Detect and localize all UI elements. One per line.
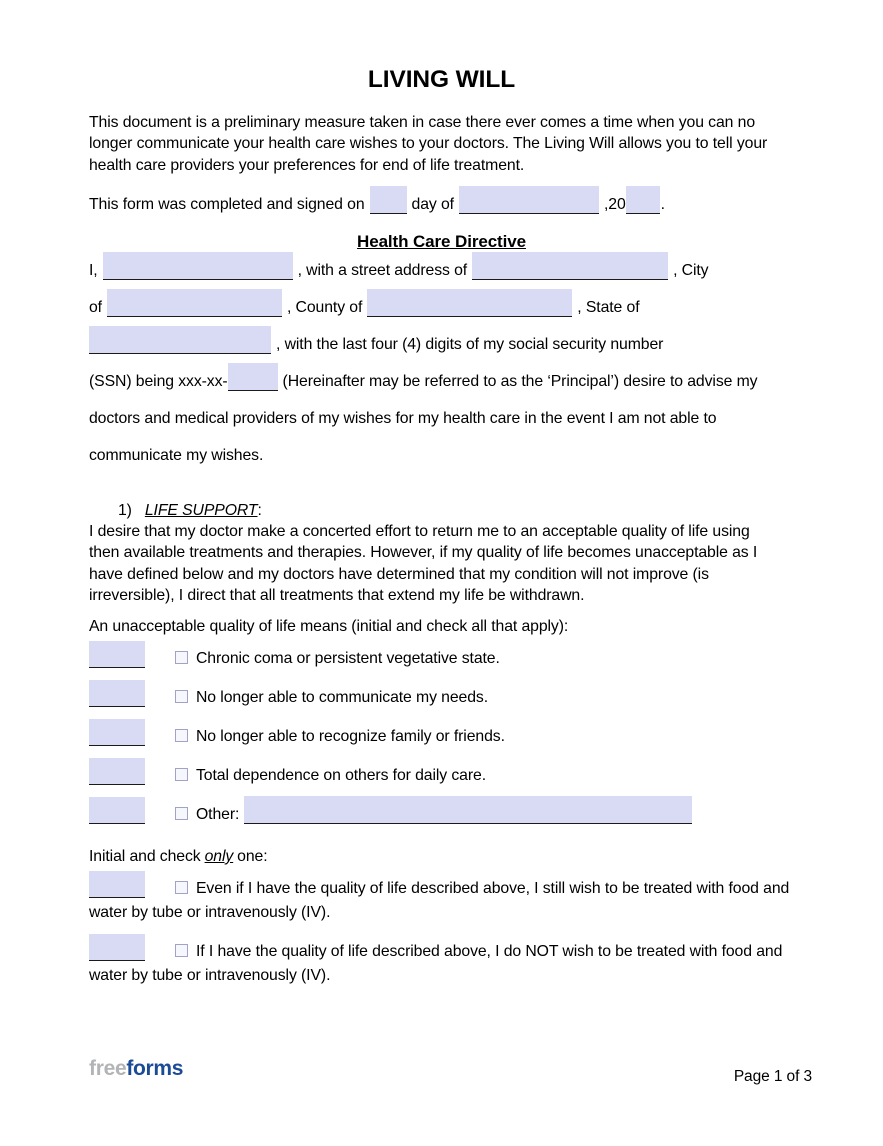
option-label: Other: [196,806,240,824]
directive-line-4 [89,363,794,400]
month-field[interactable] [459,186,599,214]
directive-line-1 [89,252,794,289]
option-text: Even if I have the quality of life described above, I still wish to be treated with food and [196,880,790,898]
section-heading-health-care-directive: Health Care Directive [357,232,526,252]
exclusive-option-line-1 [89,871,794,902]
i-comma-text: I, [89,262,98,280]
state-label: , State of [577,299,640,317]
exclusive-option-line-2: water by tube or intravenously (IV). [89,967,331,985]
initial-field-recognize-family[interactable] [89,719,145,746]
state-field[interactable] [89,326,271,354]
checklist-row-communicate-needs [89,678,794,717]
checkbox-total-dependence[interactable] [175,768,188,781]
initial-field-chronic-coma[interactable] [89,641,145,668]
period-text: . [660,196,665,214]
section-number: 1) [118,502,132,520]
city-field[interactable] [107,289,282,317]
other-description-field[interactable] [244,796,692,824]
only-word: only [204,848,234,866]
only-prompt-pre: Initial and check [89,848,201,866]
county-label: , County of [286,299,363,317]
county-field[interactable] [367,289,572,317]
street-address-field[interactable] [472,252,668,280]
ssn-intro-text: , with the last four (4) digits of my social security number [276,336,664,354]
section-colon: : [257,502,262,520]
year-field[interactable] [626,186,660,214]
exclusive-option-feed-tube-yes [89,871,794,924]
directive-text: doctors and medical providers of my wishes for my health care in the event I am not able to [89,410,717,428]
checkbox-recognize-family[interactable] [175,729,188,742]
body-line: I desire that my doctor make a concerted effort to return me to an acceptable quality of life using [89,523,750,541]
directive-text: communicate my wishes. [89,447,264,465]
city-label: , City [673,262,709,280]
principal-name-field[interactable] [103,252,293,280]
intro-line: This document is a preliminary measure taken in case there ever comes a time when you can no [89,114,756,131]
apply-all-prompt: An unacceptable quality of life means (initial and check all that apply): [89,618,569,636]
day-of-text: day of [411,196,454,214]
directive-line-3 [89,326,794,363]
initial-field-other[interactable] [89,797,145,824]
signed-date-text: This form was completed and signed on [89,196,365,214]
initial-field-feed-tube-yes[interactable] [89,871,145,898]
day-field[interactable] [370,186,407,214]
directive-line-2 [89,289,794,326]
body-line: then available treatments and therapies. However, if my quality of life becomes unacceptable as I [89,544,758,562]
signed-date-line [89,186,794,218]
of-text: of [89,299,102,317]
ssn-last4-field[interactable] [228,363,278,391]
street-address-label: , with a street address of [297,262,468,280]
body-line: have defined below and my doctors have determined that my condition will not improve (is [89,565,709,583]
option-label: Chronic coma or persistent vegetative state. [196,650,500,668]
initial-field-total-dependence[interactable] [89,758,145,785]
checklist-row-total-dependence [89,756,794,795]
year-prefix-text: ,20 [603,196,626,214]
option-label: Total dependence on others for daily care. [196,767,486,785]
checkbox-other[interactable] [175,807,188,820]
intro-line: health care providers your preferences for end of life treatment. [89,156,525,174]
exclusive-option-line-2: water by tube or intravenously (IV). [89,904,331,922]
checkbox-feed-tube-no[interactable] [175,944,188,957]
checkbox-feed-tube-yes[interactable] [175,881,188,894]
exclusive-option-line-1 [89,934,794,965]
initial-field-communicate-needs[interactable] [89,680,145,707]
logo-free-text: free [89,1057,127,1080]
checkbox-chronic-coma[interactable] [175,651,188,664]
exclusive-option-feed-tube-no [89,934,794,987]
page-title: LIVING WILL [367,66,516,93]
life-support-heading [89,500,794,521]
intro-line: longer communicate your health care wishes to your doctors. The Living Will allows you to tell your [89,135,768,153]
principal-clause-text: (Hereinafter may be referred to as the ‘Principal’) desire to advise my [282,373,758,391]
freeforms-logo [89,1057,183,1081]
checklist-row-chronic-coma [89,639,794,678]
logo-forms-text: forms [126,1057,184,1080]
section-title: LIFE SUPPORT [144,502,258,520]
page-indicator: Page 1 of 3 [733,1068,812,1085]
directive-line-6 [89,437,794,474]
option-label: No longer able to recognize family or friends. [196,728,505,746]
ssn-prefix-text: (SSN) being xxx-xx- [89,373,228,391]
quality-of-life-checklist [89,639,794,834]
checkbox-communicate-needs[interactable] [175,690,188,703]
checklist-row-recognize-family [89,717,794,756]
only-one-prompt [89,846,794,867]
checklist-row-other [89,795,794,834]
life-support-paragraph [89,521,794,606]
initial-field-feed-tube-no[interactable] [89,934,145,961]
only-prompt-post: one: [237,848,268,866]
body-line: irreversible), I direct that all treatments that extend my life be withdrawn. [89,586,585,604]
option-label: No longer able to communicate my needs. [196,689,489,707]
directive-line-5 [89,400,794,437]
option-text: If I have the quality of life described above, I do NOT wish to be treated with food and [196,943,783,961]
intro-paragraph [89,112,794,176]
